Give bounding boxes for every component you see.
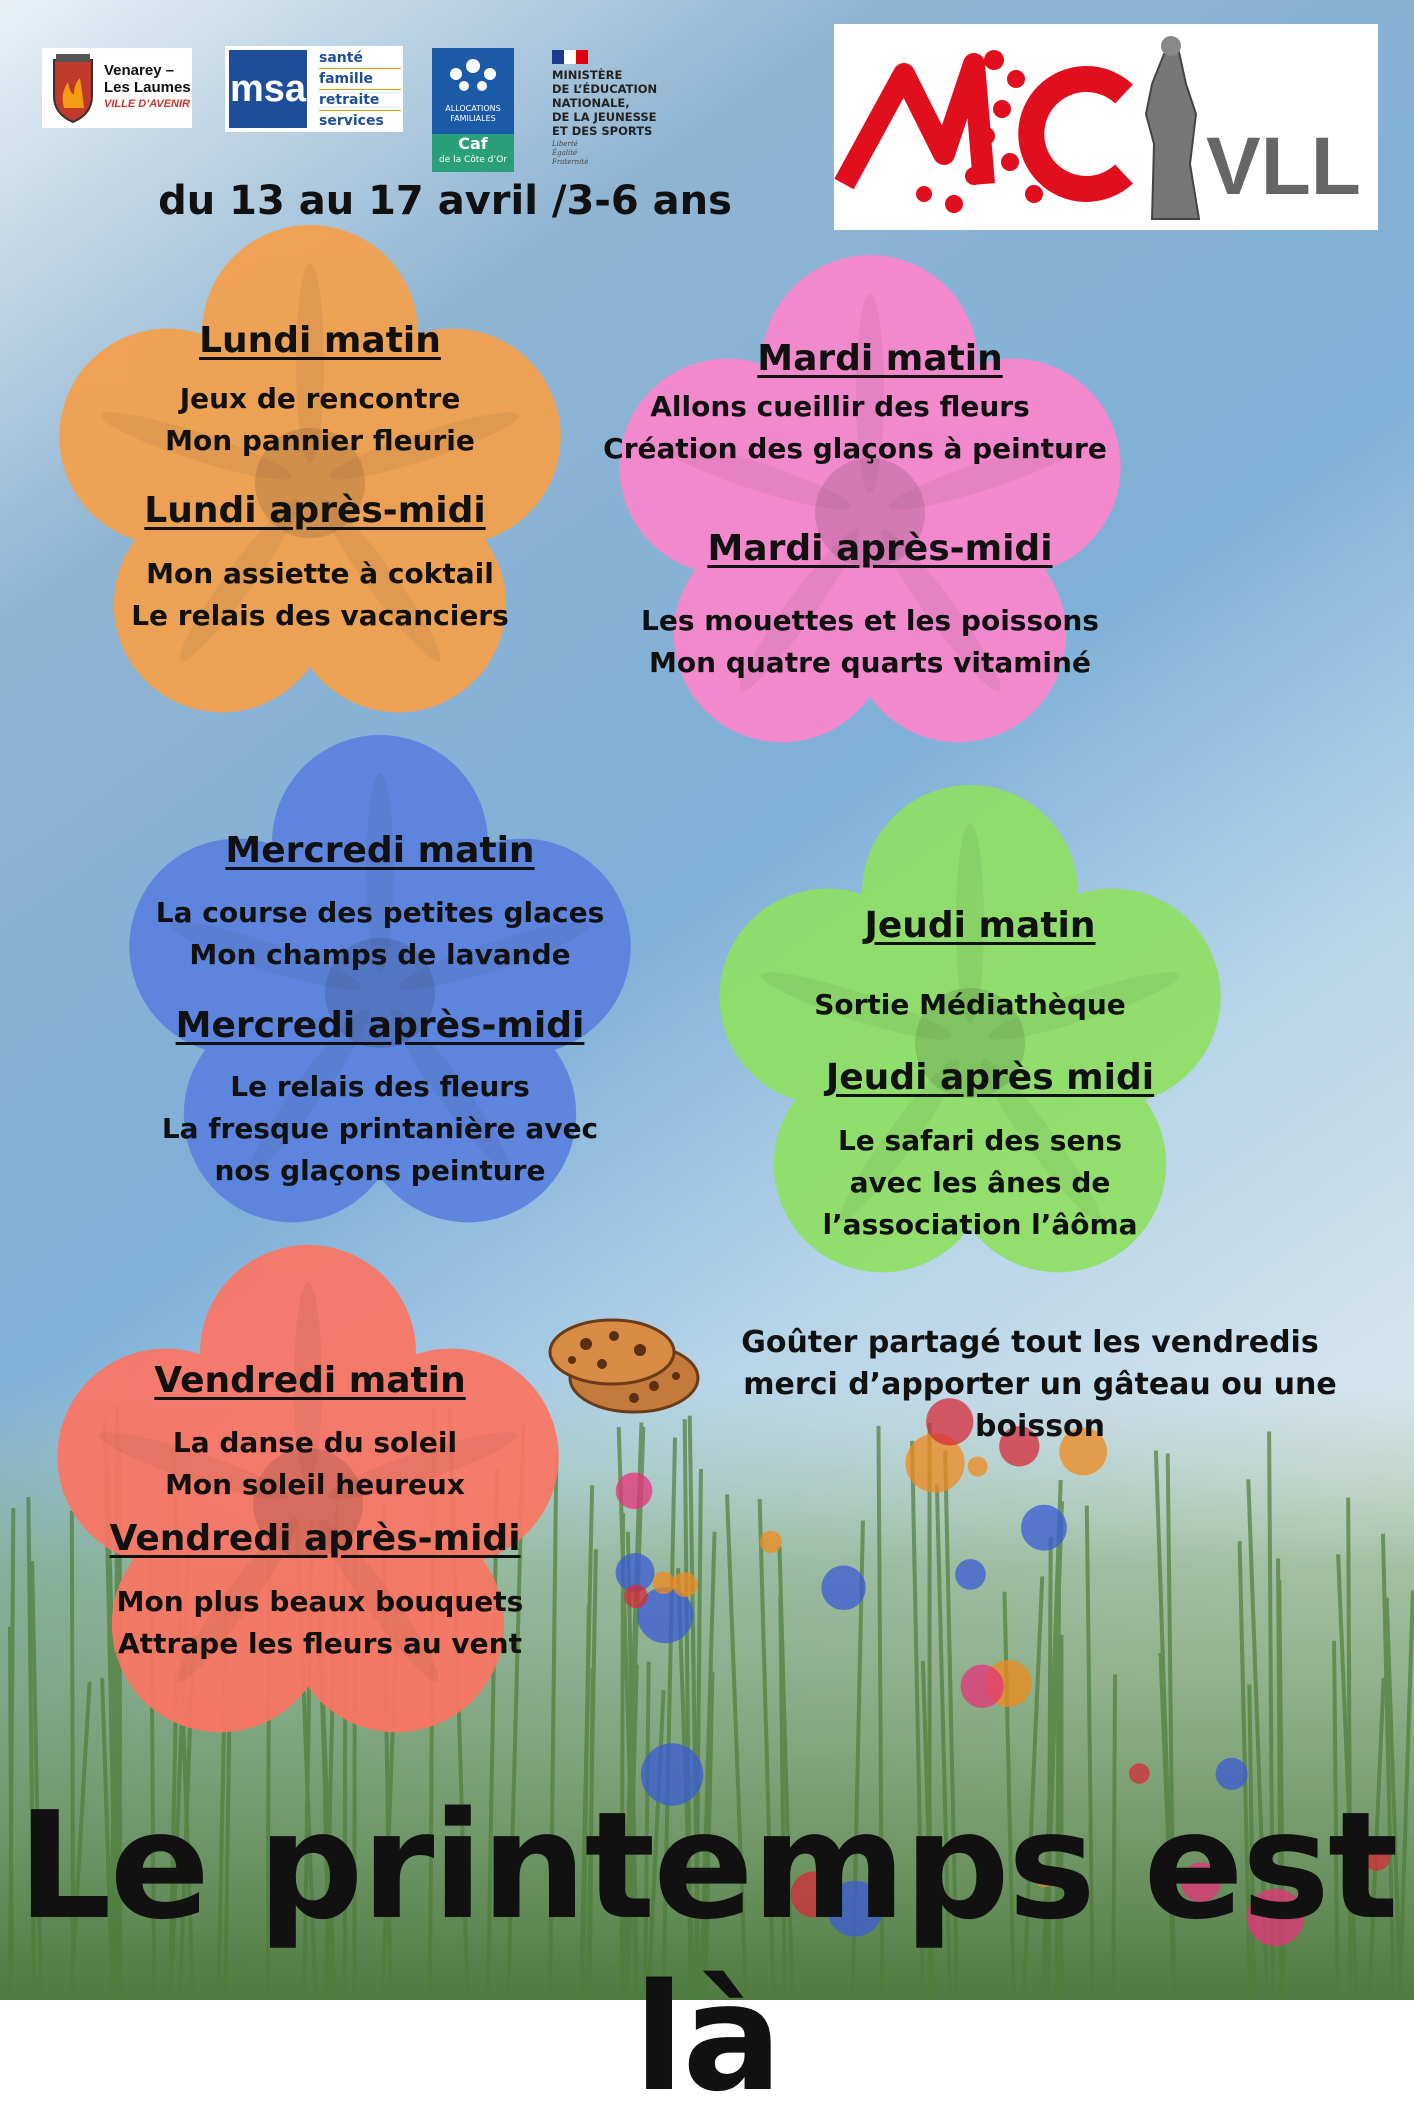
msa-line: services bbox=[319, 111, 401, 131]
wildflower bbox=[624, 1585, 648, 1609]
activity: Le safari des sens bbox=[770, 1120, 1190, 1162]
snack-note-1: Goûter partagé tout les vendredis bbox=[700, 1322, 1360, 1364]
activity: Jeux de rencontre bbox=[100, 378, 540, 420]
wildflower bbox=[955, 1559, 986, 1590]
wildflower bbox=[961, 1665, 1004, 1708]
activity: Mon plus beaux bouquets bbox=[90, 1581, 550, 1623]
activity: Le relais des vacanciers bbox=[100, 595, 540, 637]
caf-text: FAMILIALES bbox=[432, 114, 514, 124]
venarey-tagline: VILLE D’AVENIR bbox=[104, 96, 191, 113]
lundi-morning-title: Lundi matin bbox=[120, 320, 520, 361]
mardi-morning-title: Mardi matin bbox=[680, 338, 1080, 379]
mcvll-logo bbox=[834, 24, 1378, 230]
lundi-afternoon-title: Lundi après-midi bbox=[100, 490, 530, 531]
caf-text: ALLOCATIONS bbox=[432, 104, 514, 114]
activity: l’association l’âôma bbox=[770, 1204, 1190, 1246]
msa-line: santé bbox=[319, 48, 401, 69]
mercredi-afternoon-title: Mercredi après-midi bbox=[150, 1005, 610, 1046]
msa-line: famille bbox=[319, 69, 401, 90]
ministere-logo bbox=[550, 48, 680, 172]
activity: Attrape les fleurs au vent bbox=[90, 1623, 550, 1665]
wildflower bbox=[760, 1531, 782, 1553]
activity: Allons cueillir des fleurs bbox=[600, 386, 1080, 428]
wildflower bbox=[968, 1457, 988, 1477]
venarey-logo bbox=[42, 48, 192, 128]
caf-mark: Caf bbox=[432, 134, 514, 154]
activity: avec les ânes de bbox=[770, 1162, 1190, 1204]
msa-logo bbox=[225, 46, 403, 132]
activity: La fresque printanière avec bbox=[140, 1108, 620, 1150]
family-icon bbox=[432, 48, 514, 98]
ministere-text: DE L’ÉDUCATION bbox=[552, 82, 657, 96]
ministere-motto: Égalité bbox=[552, 149, 588, 158]
activity: Mon assiette à coktail bbox=[100, 553, 540, 595]
activity: Le relais des fleurs bbox=[140, 1066, 620, 1108]
jeudi-morning-title: Jeudi matin bbox=[780, 905, 1180, 946]
cookies-icon bbox=[542, 1310, 704, 1420]
ministere-motto: Liberté bbox=[552, 140, 588, 149]
activity: Mon quatre quarts vitaminé bbox=[620, 642, 1120, 684]
jeudi-afternoon-title: Jeudi après midi bbox=[770, 1057, 1210, 1098]
mercredi-morning-title: Mercredi matin bbox=[160, 830, 600, 871]
ministere-text: ET DES SPORTS bbox=[552, 124, 657, 138]
caf-region: de la Côte d’Or bbox=[432, 154, 514, 166]
activity: nos glaçons peinture bbox=[140, 1150, 620, 1192]
activity: Mon champs de lavande bbox=[140, 934, 620, 976]
vendredi-morning-title: Vendredi matin bbox=[100, 1360, 520, 1401]
main-title: Le printemps est là bbox=[0, 1780, 1414, 2124]
ministere-text: MINISTÈRE bbox=[552, 68, 657, 82]
wildflower bbox=[652, 1572, 674, 1594]
venarey-name-2: Les Laumes bbox=[104, 79, 191, 96]
activity: Création des glaçons à peinture bbox=[600, 428, 1110, 470]
wildflower bbox=[821, 1566, 865, 1610]
french-flag-icon bbox=[552, 50, 588, 64]
wildflower bbox=[616, 1472, 653, 1509]
mcvll-suffix: VLL bbox=[1206, 122, 1361, 212]
venarey-name-1: Venarey – bbox=[104, 62, 191, 79]
flower-pink bbox=[600, 258, 1140, 768]
flower-orange bbox=[40, 228, 580, 738]
activity: La danse du soleil bbox=[100, 1422, 530, 1464]
dates-subtitle: du 13 au 17 avril /3-6 ans bbox=[140, 178, 750, 224]
wildflower bbox=[1021, 1505, 1067, 1551]
activity: Mon soleil heureux bbox=[100, 1464, 530, 1506]
wildflower bbox=[673, 1572, 698, 1597]
activity: Les mouettes et les poissons bbox=[620, 600, 1120, 642]
mardi-afternoon-title: Mardi après-midi bbox=[660, 528, 1100, 569]
caf-logo bbox=[432, 48, 514, 172]
activity: Sortie Médiathèque bbox=[770, 984, 1170, 1026]
activity: Mon pannier fleurie bbox=[100, 420, 540, 462]
activity: La course des petites glaces bbox=[140, 892, 620, 934]
ministere-text: NATIONALE, bbox=[552, 96, 657, 110]
msa-mark: msa bbox=[229, 50, 307, 128]
snack-note-2: merci d’apporter un gâteau ou une boisson bbox=[700, 1364, 1380, 1448]
vendredi-afternoon-title: Vendredi après-midi bbox=[90, 1518, 540, 1559]
ministere-motto: Fraternité bbox=[552, 158, 588, 167]
ministere-text: DE LA JEUNESSE bbox=[552, 110, 657, 124]
msa-line: retraite bbox=[319, 90, 401, 111]
